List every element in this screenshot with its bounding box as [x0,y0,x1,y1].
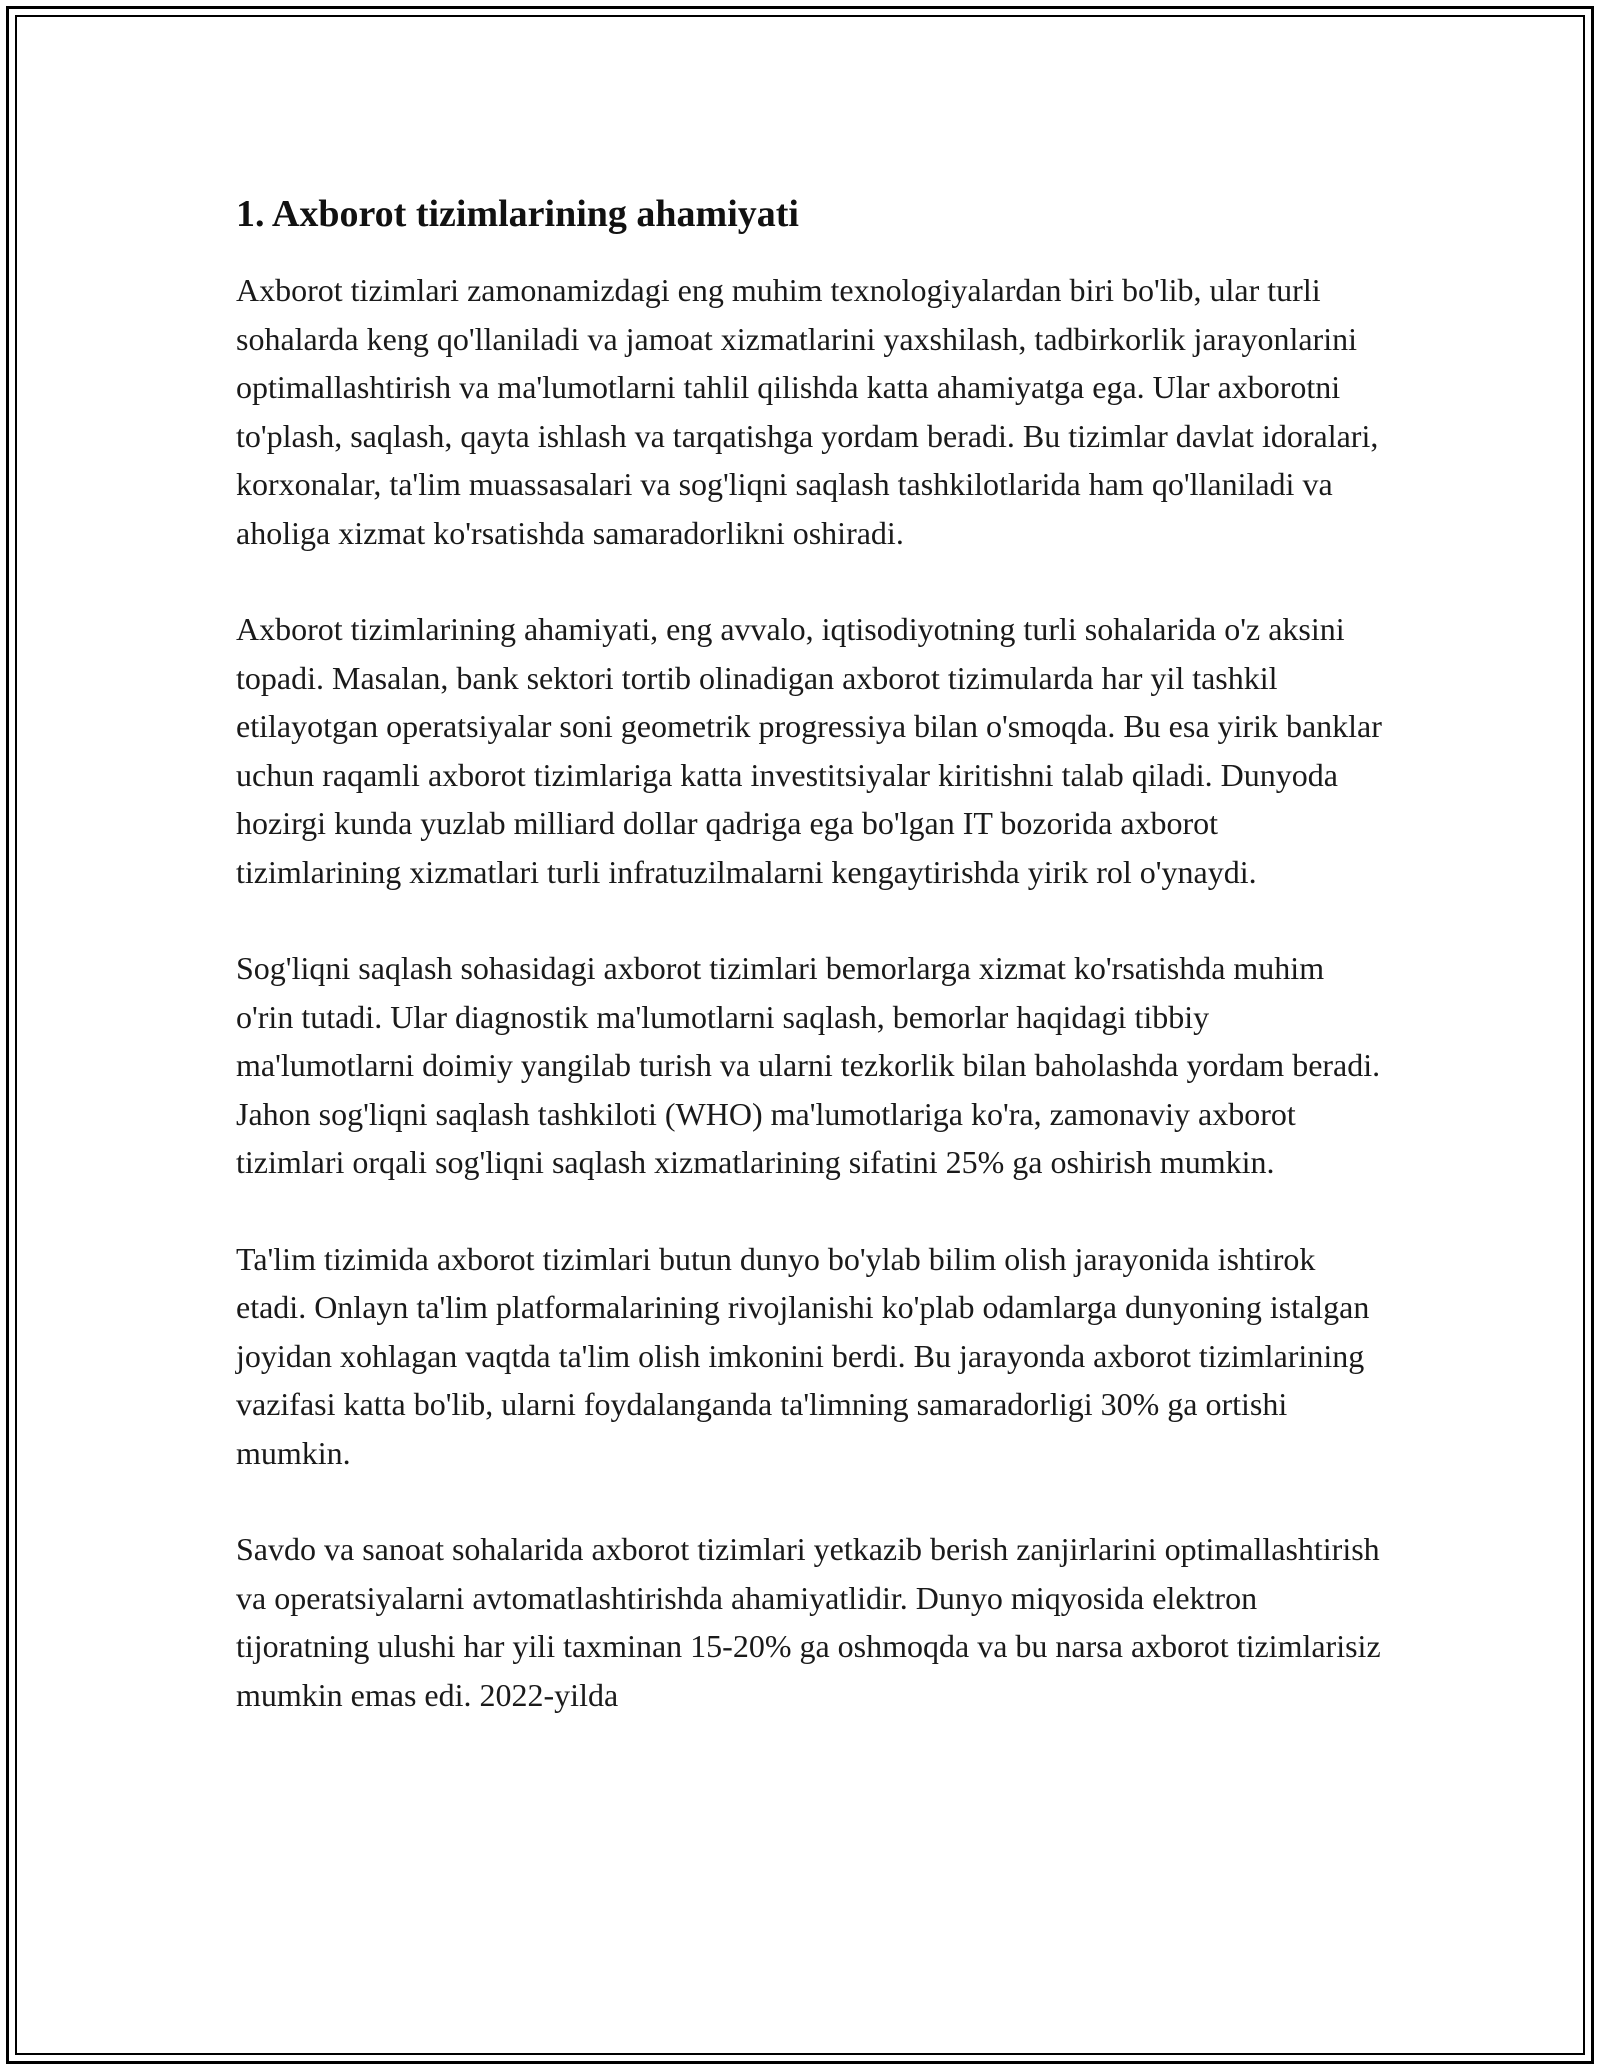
paragraph-5: Savdo va sanoat sohalarida axborot tizimlari yetkazib berish zanjirlarini optimallashtirish va operatsiyalarni avtomatlashtirishda ahamiyatlidir. Dunyo miqyosida elektron tijoratning ulushi har yili taxminan 15-20% ga oshmoqda va bu narsa axborot tizimlarisiz mumkin emas edi. 2022-yilda [236,1531,1381,1713]
section-heading: 1. Axborot tizimlarining ahamiyati [236,193,799,235]
paragraph-4: Ta'lim tizimida axborot tizimlari butun dunyo bo'ylab bilim olish jarayonida ishtirok etadi. Onlayn ta'lim platformalarining rivojlanishi ko'plab odamlarga dunyoning istalgan joyidan xohlagan vaqtda ta'lim olish imkonini berdi. Bu jarayonda axborot tizimlarining vazifasi katta bo'lib, ularni foydalanganda ta'limning samaradorligi 30% ga ortishi mumkin. [236,1240,1370,1471]
paragraph-2: Axborot tizimlarining ahamiyati, eng avvalo, iqtisodiyotning turli sohalarida o'z aksini topadi. Masalan, bank sektori tortib olinadigan axborot tizimularda har yil tashkil etilayotgan operatsiyalar soni geometrik progressiya bilan o'smoqda. Bu esa yirik banklar uchun raqamli axborot tizimlariga katta investitsiyalar kiritishni talab qiladi. Dunyoda hozirgi kunda yuzlab milliard dollar qadriga ega bo'lgan IT bozorida axborot tizimlarining xizmatlari turli infratuzilmalarni kengaytirishda yirik rol o'ynaydi. [236,611,1382,890]
document-body [236,186,1386,1719]
paragraph-1: Axborot tizimlari zamonamizdagi eng muhim texnologiyalardan biri bo'lib, ular turli sohalarda keng qo'llaniladi va jamoat xizmatlarini yaxshilash, tadbirkorlik jarayonlarini optimallashtirish va ma'lumotlarni tahlil qilishda katta ahamiyatga ega. Ular axborotni to'plash, saqlash, qayta ishlash va tarqatishga yordam beradi. Bu tizimlar davlat idoralari, korxonalar, ta'lim muassasalari va sog'liqni saqlash tashkilotlarida ham qo'llaniladi va aholiga xizmat ko'rsatishda samaradorlikni oshiradi. [236,272,1379,551]
paragraph-3: Sog'liqni saqlash sohasidagi axborot tizimlari bemorlarga xizmat ko'rsatishda muhim o'rin tutadi. Ular diagnostik ma'lumotlarni saqlash, bemorlar haqidagi tibbiy ma'lumotlarni doimiy yangilab turish va ularni tezkorlik bilan baholashda yordam beradi. Jahon sog'liqni saqlash tashkiloti (WHO) ma'lumotlariga ko'ra, zamonaviy axborot tizimlari orqali sog'liqni saqlash xizmatlarining sifatini 25% ga oshirish mumkin. [236,950,1381,1180]
